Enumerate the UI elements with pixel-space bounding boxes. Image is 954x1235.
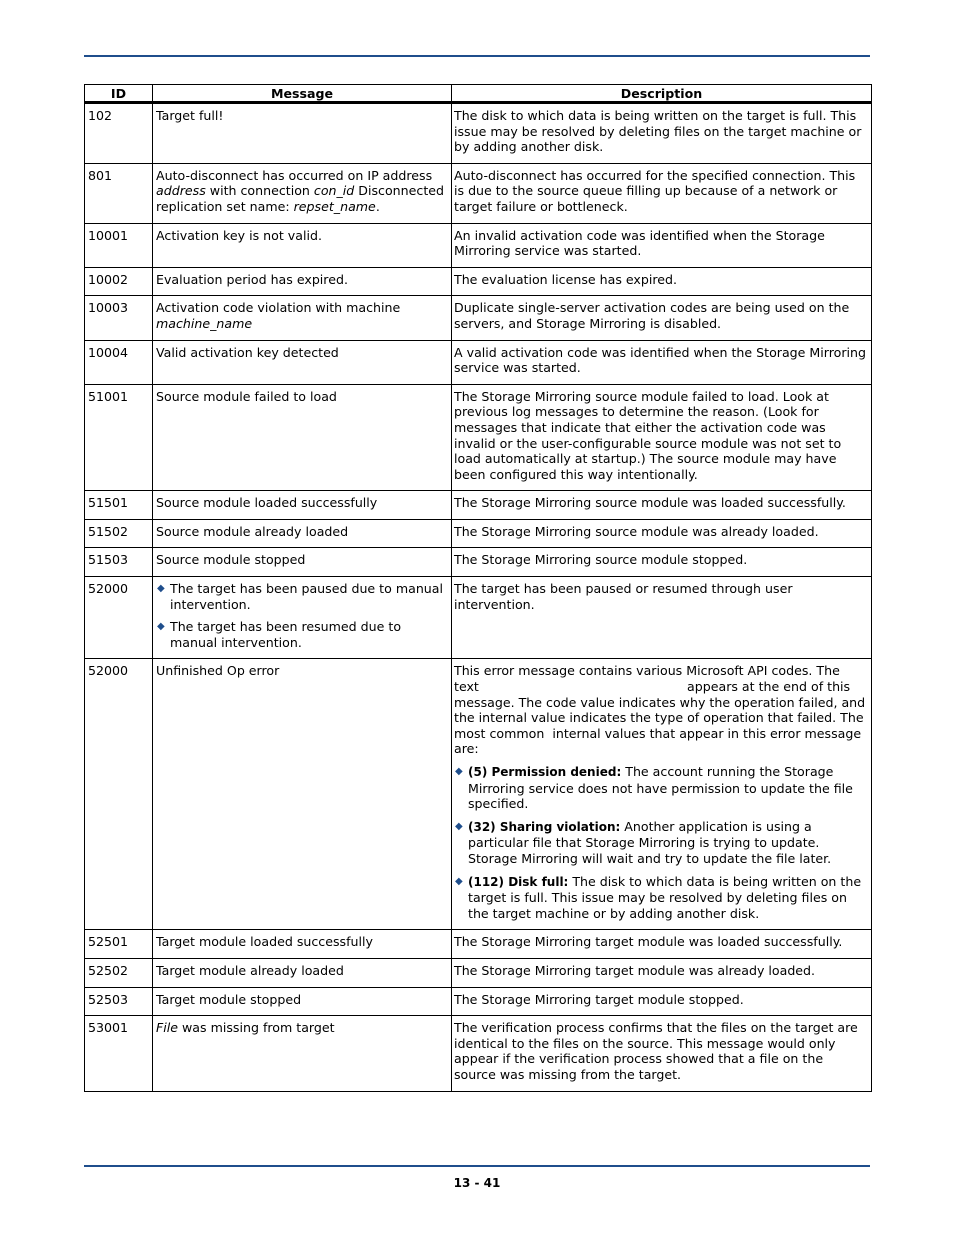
row-id: 10004 — [85, 340, 153, 384]
message-bullet-item — [156, 619, 448, 650]
row-id: 52000 — [85, 659, 153, 930]
row-description: The Storage Mirroring target module was already loaded. — [452, 958, 872, 987]
table-row — [85, 930, 872, 959]
message-text: was missing from target — [178, 1020, 335, 1036]
message-bullet-list — [156, 581, 448, 650]
table-row — [85, 223, 872, 267]
row-message: Valid activation key detected — [153, 340, 452, 384]
bullet-text: The target has been paused due to manual intervention. — [170, 581, 443, 612]
row-id: 52000 — [85, 577, 153, 659]
diamond-bullet-icon: ◆ — [455, 766, 463, 777]
bullet-text: The account running the Storage Mirroring service does not have permission to update the file specified. — [468, 764, 853, 812]
bullet-term: (5) Permission denied: — [468, 765, 622, 779]
row-id: 51001 — [85, 384, 153, 491]
bullet-term: (32) Sharing violation: — [468, 819, 621, 834]
table-row — [85, 548, 872, 577]
row-message: Unfinished Op error — [153, 659, 452, 930]
description-bullet-item — [454, 764, 868, 812]
table-row — [85, 267, 872, 296]
row-message: Evaluation period has expired. — [153, 267, 452, 296]
message-variable: File — [156, 1020, 178, 1036]
row-description: The target has been paused or resumed through user intervention. — [452, 577, 872, 659]
row-id: 51503 — [85, 548, 153, 577]
bullet-term: (112) Disk full: — [468, 874, 569, 889]
row-message — [153, 296, 452, 340]
bullet-text: Another application is using a particular file that Storage Mirroring is trying to update. Storage Mirroring will wait and try to update the file later. — [468, 818, 832, 866]
row-id: 10001 — [85, 223, 153, 267]
row-description: An invalid activation code was identified when the Storage Mirroring service was started. — [452, 223, 872, 267]
row-description: The verification process confirms that the files on the target are identical to the files on the source. This message would only appear if the verification process showed that a file on the source was missing from the target. — [452, 1016, 872, 1091]
row-id: 53001 — [85, 1016, 153, 1091]
message-text: with connection — [205, 183, 314, 199]
row-description: The Storage Mirroring source module stopped. — [452, 548, 872, 577]
row-description: A valid activation code was identified when the Storage Mirroring service was started. — [452, 340, 872, 384]
table-row — [85, 491, 872, 520]
description-bullet-list — [454, 764, 868, 921]
diamond-bullet-icon: ◆ — [157, 583, 165, 595]
message-variable: con_id — [313, 183, 355, 199]
description-bullet-item — [454, 819, 868, 867]
row-description: The Storage Mirroring target module was loaded successfully. — [452, 930, 872, 959]
row-id: 10003 — [85, 296, 153, 340]
row-description: The evaluation license has expired. — [452, 267, 872, 296]
row-description: The Storage Mirroring target module stopped. — [452, 987, 872, 1016]
row-message: Source module loaded successfully — [153, 491, 452, 520]
row-id: 51501 — [85, 491, 153, 520]
row-id: 52502 — [85, 958, 153, 987]
row-id: 801 — [85, 163, 153, 223]
row-description: The Storage Mirroring source module failed to load. Look at previous log messages to determine the reason. (Look for messages that indicate that either the activation code was invalid or the user-configurable source module was not set to load automatically at startup.) The source module may have been configured this way intentionally. — [452, 384, 872, 491]
diamond-bullet-icon: ◆ — [455, 820, 463, 832]
row-message: Source module failed to load — [153, 384, 452, 491]
header-id: ID — [85, 85, 153, 103]
header-description: Description — [452, 85, 872, 103]
description-bullet-item — [454, 874, 868, 922]
row-message — [153, 1016, 452, 1091]
diamond-bullet-icon: ◆ — [157, 621, 165, 633]
message-text: Disconnected replication set name: — [156, 183, 445, 214]
table-row — [85, 958, 872, 987]
bullet-text: The disk to which data is being written on the target is full. This issue may be resolved by deleting files on the target machine or by adding another disk. — [468, 873, 862, 921]
table-row — [85, 519, 872, 548]
row-description: The disk to which data is being written on the target is full. This issue may be resolved by deleting files on the target machine or by adding another disk. — [452, 103, 872, 164]
row-message: Target full! — [153, 103, 452, 164]
header-message: Message — [153, 85, 452, 103]
row-id: 51502 — [85, 519, 153, 548]
row-message: Target module loaded successfully — [153, 930, 452, 959]
row-id: 52501 — [85, 930, 153, 959]
row-description: The Storage Mirroring source module was loaded successfully. — [452, 491, 872, 520]
message-table — [84, 84, 872, 1092]
row-message — [153, 577, 452, 659]
row-message: Target module already loaded — [153, 958, 452, 987]
message-text: Activation code violation with machine — [156, 300, 401, 316]
table-row — [85, 340, 872, 384]
message-text: . — [375, 198, 380, 214]
table-row — [85, 296, 872, 340]
message-variable: address — [156, 183, 206, 199]
table-row — [85, 103, 872, 164]
message-variable: machine_name — [156, 315, 253, 331]
description-intro: This error message contains various Microsoft API codes. The text appears at the end of this message. The code value indicates why the operation failed, and the internal value indicates the type of operation that failed. The most common internal values that appear in this error message are: — [454, 663, 870, 757]
footer-rule — [84, 1165, 870, 1167]
row-id: 102 — [85, 103, 153, 164]
table-row — [85, 987, 872, 1016]
message-bullet-item — [156, 581, 448, 612]
row-description: The Storage Mirroring source module was already loaded. — [452, 519, 872, 548]
row-description: Duplicate single-server activation codes are being used on the servers, and Storage Mirroring is disabled. — [452, 296, 872, 340]
page-number: 13 - 41 — [453, 1176, 501, 1190]
row-message — [153, 163, 452, 223]
table-header-row — [85, 85, 872, 103]
table-row — [85, 1016, 872, 1091]
row-id: 52503 — [85, 987, 153, 1016]
row-description — [452, 659, 872, 930]
row-message: Activation key is not valid. — [153, 223, 452, 267]
header-rule — [84, 55, 870, 57]
row-message: Target module stopped — [153, 987, 452, 1016]
table-row — [85, 163, 872, 223]
diamond-bullet-icon: ◆ — [455, 875, 463, 887]
row-description: Auto-disconnect has occurred for the specified connection. This is due to the source queue filling up because of a network or target failure or bottleneck. — [452, 163, 872, 223]
message-variable: repset_name — [293, 198, 376, 214]
bullet-text: The target has been resumed due to manual intervention. — [170, 619, 402, 650]
message-text: Auto-disconnect has occurred on IP address — [156, 167, 433, 183]
table-row — [85, 577, 872, 659]
row-message: Source module already loaded — [153, 519, 452, 548]
table-row — [85, 659, 872, 930]
row-message: Source module stopped — [153, 548, 452, 577]
row-id: 10002 — [85, 267, 153, 296]
table-row — [85, 384, 872, 491]
